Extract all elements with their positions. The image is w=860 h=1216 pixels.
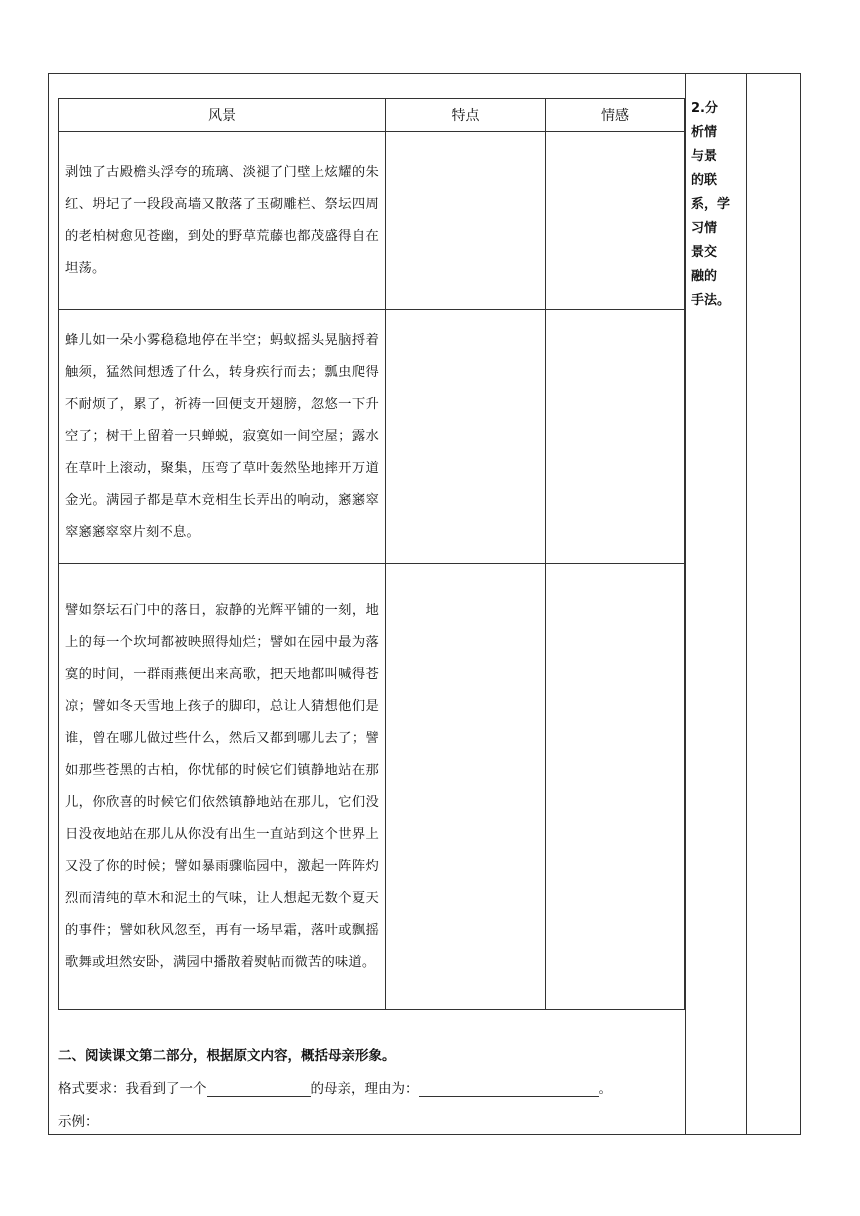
- column-divider: [746, 74, 747, 1134]
- column-divider: [685, 74, 686, 1134]
- scenery-table: [58, 98, 685, 1010]
- side-note: [691, 97, 743, 313]
- feature-cell[interactable]: [386, 564, 546, 1010]
- example-label: 示例：: [58, 1114, 99, 1130]
- side-note-line: 与景: [691, 149, 718, 164]
- table-row: [59, 564, 685, 1010]
- table-header-row: [59, 99, 685, 132]
- side-note-line: 的联: [691, 173, 718, 188]
- task-title: 二、阅读课文第二部分，根据原文内容，概括母亲形象。: [58, 1048, 396, 1064]
- emotion-cell[interactable]: [546, 132, 685, 310]
- format-requirement: [58, 1077, 678, 1097]
- side-note-line: 手法。: [691, 293, 731, 308]
- feature-cell[interactable]: [386, 132, 546, 310]
- table-row: [59, 310, 685, 564]
- side-note-line: 景交: [691, 245, 718, 260]
- scene-text: 蜂儿如一朵小雾稳稳地停在半空；蚂蚁摇头晃脑捋着触须，猛然间想透了什么，转身疾行而去；瓢虫爬得不耐烦了，累了，祈祷一回便支开翅膀，忽悠一下升空了；树干上留着一只蝉蜕，寂寞如一间空屋；露水在草叶上滚动，聚集，压弯了草叶轰然坠地摔开万道金光。满园子都是草木竞相生长弄出的响动，窸窸窣窣窸窸窣窣片刻不息。: [59, 310, 386, 564]
- emotion-cell[interactable]: [546, 310, 685, 564]
- emotion-cell[interactable]: [546, 564, 685, 1010]
- side-note-line: 系，学: [691, 197, 731, 212]
- format-end: 。: [598, 1081, 612, 1097]
- side-note-line: 2.分: [691, 101, 718, 116]
- side-note-line: 习情: [691, 221, 718, 236]
- header-emotion: 情感: [546, 99, 685, 132]
- scene-text: 剥蚀了古殿檐头浮夸的琉璃、淡褪了门壁上炫耀的朱红、坍圮了一段段高墙又散落了玉砌雕栏、祭坛四周的老柏树愈见苍幽，到处的野草荒藤也都茂盛得自在坦荡。: [59, 132, 386, 310]
- side-note-line: 析情: [691, 125, 718, 140]
- format-middle: 的母亲，理由为：: [310, 1081, 419, 1097]
- fill-blank-reason[interactable]: [419, 1082, 599, 1097]
- side-note-line: 融的: [691, 269, 718, 284]
- feature-cell[interactable]: [386, 310, 546, 564]
- header-scenery: 风景: [59, 99, 386, 132]
- table-row: [59, 132, 685, 310]
- format-prefix: 格式要求：我看到了一个: [58, 1081, 207, 1097]
- fill-blank-mother[interactable]: [207, 1082, 311, 1097]
- scene-text: 譬如祭坛石门中的落日，寂静的光辉平铺的一刻，地上的每一个坎坷都被映照得灿烂；譬如在园中最为落寞的时间，一群雨燕便出来高歌，把天地都叫喊得苍凉；譬如冬天雪地上孩子的脚印，总让人猜想他们是谁，曾在哪儿做过些什么，然后又都到哪儿去了；譬如那些苍黑的古柏，你忧郁的时候它们镇静地站在那儿，你欣喜的时候它们依然镇静地站在那儿，它们没日没夜地站在那儿从你没有出生一直站到这个世界上又没了你的时候；譬如暴雨骤临园中，激起一阵阵灼烈而清纯的草木和泥土的气味，让人想起无数个夏天的事件；譬如秋风忽至，再有一场早霜，落叶或飘摇歌舞或坦然安卧，满园中播散着熨帖而微苦的味道。: [59, 564, 386, 1010]
- header-feature: 特点: [386, 99, 546, 132]
